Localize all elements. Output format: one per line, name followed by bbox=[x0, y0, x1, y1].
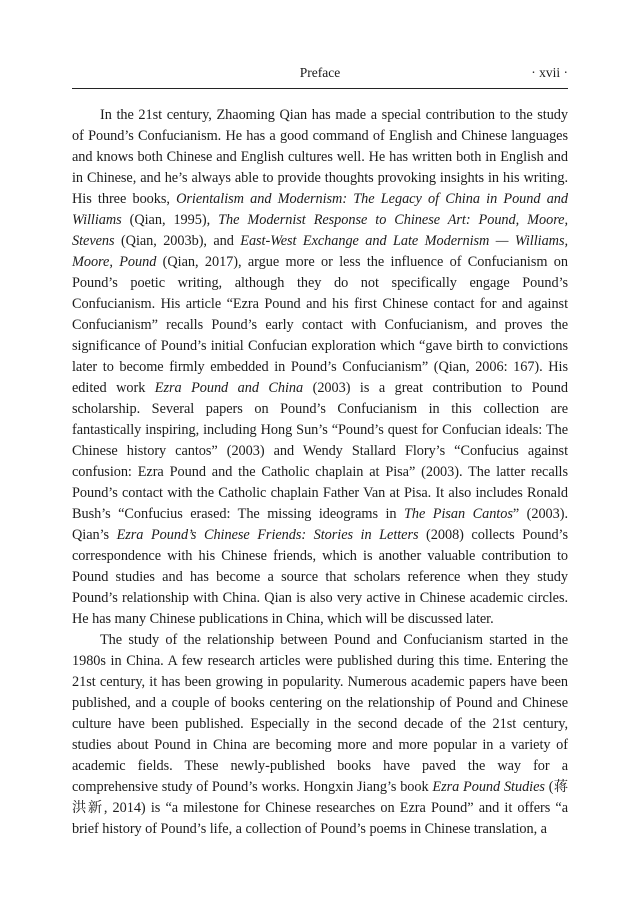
italic-text-run: The Pisan Cantos bbox=[404, 506, 513, 522]
page-header bbox=[72, 64, 568, 89]
text-run: (蒋洪新, 2014) is “a milestone for Chinese researches on Ezra Pound” and it offers “a brief history of Pound’s life, a collection of Pound’s poems in Chinese translation, a bbox=[72, 779, 568, 837]
italic-text-run: East-West Exchange and Late Modernism — Williams, Moore, Pound bbox=[72, 233, 568, 270]
paragraph bbox=[72, 630, 568, 840]
page-body bbox=[72, 105, 568, 840]
italic-text-run: Ezra Pound’s Chinese Friends: Stories in Letters bbox=[116, 527, 419, 543]
paragraph bbox=[72, 105, 568, 630]
text-run: ” (2003). Qian’s bbox=[72, 506, 568, 543]
text-run: The study of the relationship between Pound and Confucianism started in the 1980s in China. A few research articles were published during this time. Entering the 21st century, it has been growing in popularity. Numerous academic papers have been published, and a couple of books centering on the relationship of Pound and Chinese culture have been published. Especially in the second decade of the 21st century, studies about Pound in China are becoming more and more popular in a variety of academic fields. These newly-published books have paved the way for a comprehensive study of Pound’s works. Hongxin Jiang’s book bbox=[72, 632, 568, 795]
text-run: In the 21st century, Zhaoming Qian has made a special contribution to the study of Pound’s Confucianism. He has a good command of English and Chinese languages and knows both Chinese and English cultures well. He has written both in English and in Chinese, and he’s always able to provide thoughts provoking insights in his writing. His three books, bbox=[72, 107, 568, 207]
italic-text-run: Ezra Pound Studies bbox=[432, 779, 545, 795]
text-run: (Qian, 2003b), and bbox=[114, 233, 241, 249]
italic-text-run: The Modernist Response to Chinese Art: Pound, Moore, Stevens bbox=[72, 212, 569, 249]
running-title: Preface bbox=[299, 65, 341, 80]
text-run: (2008) collects Pound’s correspondence with his Chinese friends, which is another valuable contribution to Pound studies and has become a source that scholars reference when they study Pound’s relationship with China. Qian is also very active in Chinese academic circles. He has many Chinese publications in China, which will be discussed later. bbox=[72, 527, 568, 627]
text-run: (Qian, 1995), bbox=[121, 212, 219, 228]
page-number: · xvii · bbox=[531, 65, 568, 80]
text-run: (Qian, 2017), argue more or less the influence of Confucianism on Pound’s poetic writing, although they do not specifically engage Pound’s Confucianism. His article “Ezra Pound and his first Chinese contact for and against Confucianism” recalls Pound’s early contact with Confucianism, and proves the significance of Pound’s initial Confucian exploration which “gave birth to convictions later to become firmly embedded in Pound’s Confucianism” (Qian, 2006: 167). His edited work bbox=[72, 254, 568, 396]
text-run: (2003) is a great contribution to Pound scholarship. Several papers on Pound’s Confucianism in this collection are fantastically inspiring, including Hong Sun’s “Pound’s quest for Confucian ideals: The Chinese history cantos” (2003) and Wendy Stallard Flory’s “Confucius against confusion: Ezra Pound and the Catholic chaplain at Pisa” (2003). The latter recalls Pound’s contact with the Catholic chaplain Father Van at Pisa. It also includes Ronald Bush’s “Confucius erased: The missing ideograms in bbox=[72, 380, 568, 522]
italic-text-run: Orientalism and Modernism: The Legacy of China in Pound and Williams bbox=[72, 191, 568, 228]
italic-text-run: Ezra Pound and China bbox=[154, 380, 304, 396]
